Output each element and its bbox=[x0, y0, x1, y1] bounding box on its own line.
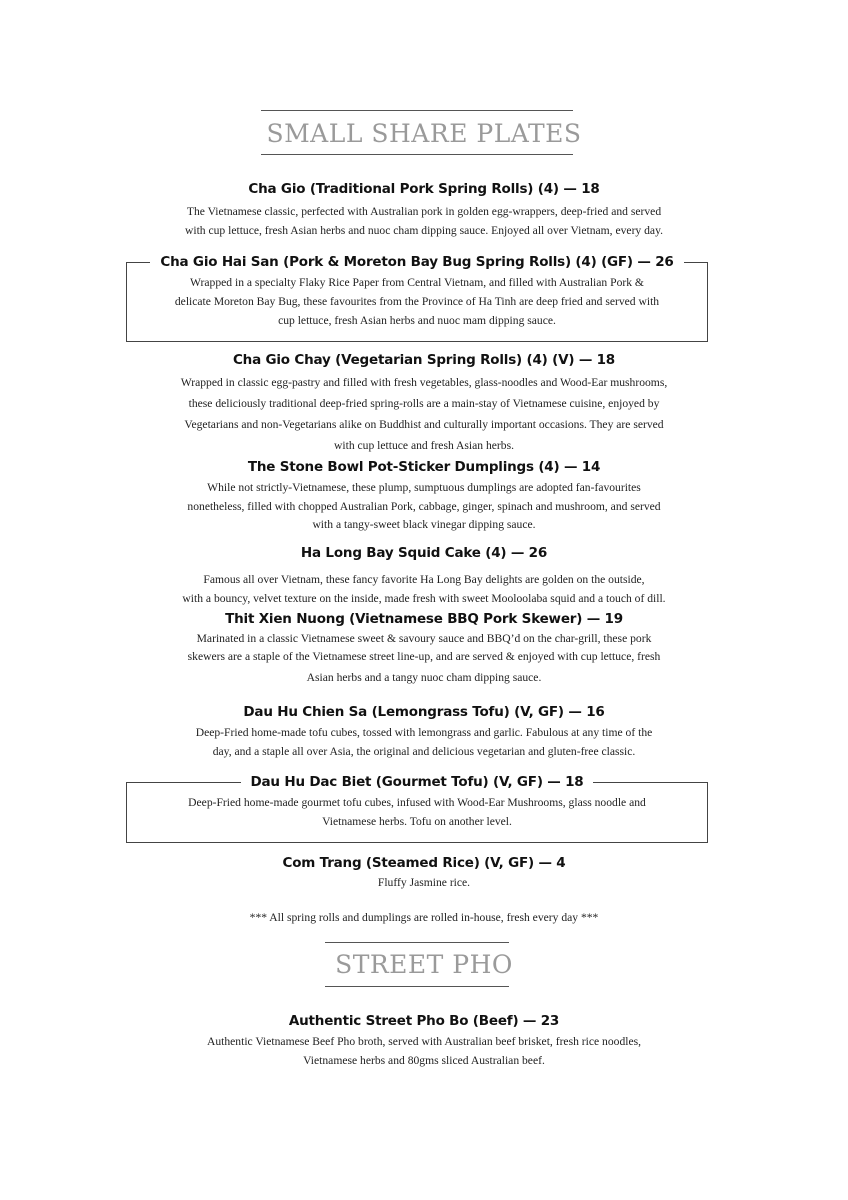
heading-top-rule bbox=[325, 942, 509, 943]
menu-item bbox=[0, 855, 848, 893]
menu-item-description: Deep-Fried home-made gourmet tofu cubes, infused with Wood-Ear Mushrooms, glass noodle and Vietnamese herbs. Tofu on another level. bbox=[188, 796, 646, 828]
menu-item-description: The Vietnamese classic, perfected with Australian pork in golden egg-wrappers, deep-fried and served with cup lettuce, fresh Asian herbs and nuoc cham dipping sauce. Enjoyed all over Vietnam, every day. bbox=[184, 205, 664, 237]
menu-item-name: Cha Gio Chay (Vegetarian Spring Rolls) (4) (V) — 18 bbox=[232, 352, 616, 368]
section-title: SMALL SHARE PLATES bbox=[266, 119, 582, 148]
heading-top-rule bbox=[261, 110, 573, 111]
menu-item-description: Fluffy Jasmine rice. bbox=[377, 876, 471, 889]
menu-item-featured-box bbox=[126, 254, 708, 342]
menu-item-description: While not strictly-Vietnamese, these plump, sumptuous dumplings are adopted fan-favourites nonetheless, filled with chopped Australian Pork, cabbage, ginger, spinach and mushroom, and served with a tangy-sweet black vinegar dipping sauce. bbox=[187, 481, 661, 532]
menu-item bbox=[0, 611, 848, 687]
menu-item-name: The Stone Bowl Pot-Sticker Dumplings (4) — 14 bbox=[247, 459, 601, 475]
menu-item bbox=[0, 1013, 848, 1070]
menu-item-name: Thit Xien Nuong (Vietnamese BBQ Pork Skewer) — 19 bbox=[225, 611, 623, 627]
menu-item bbox=[0, 352, 848, 456]
heading-bottom-rule bbox=[325, 986, 509, 987]
menu-item bbox=[0, 545, 848, 608]
menu-item-name: Dau Hu Dac Biet (Gourmet Tofu) (V, GF) — 18 bbox=[241, 774, 594, 790]
menu-item-name: Com Trang (Steamed Rice) (V, GF) — 4 bbox=[282, 855, 566, 871]
section-title: STREET PHO bbox=[335, 950, 513, 979]
menu-item-description: Deep-Fried home-made tofu cubes, tossed with lemongrass and garlic. Fabulous at any time of the day, and a staple all over Asia, the original and delicious vegetarian and gluten-free classic. bbox=[195, 726, 653, 758]
menu-item-description: Authentic Vietnamese Beef Pho broth, served with Australian beef brisket, fresh rice noodles, Vietnamese herbs and 80gms sliced Australian beef. bbox=[206, 1035, 642, 1067]
menu-item bbox=[0, 181, 848, 240]
menu-item-description: Marinated in a classic Vietnamese sweet & savoury sauce and BBQ’d on the char-grill, these pork skewers are a staple of the Vietnamese street line-up, and are served & enjoyed with cup lettuce, fresh Asian herbs and a tangy nuoc cham dipping sauce. bbox=[187, 632, 661, 684]
menu-item-featured-box bbox=[126, 774, 708, 843]
section-heading-street-pho bbox=[0, 940, 848, 990]
menu-item-name: Cha Gio Hai San (Pork & Moreton Bay Bug Spring Rolls) (4) (GF) — 26 bbox=[150, 254, 683, 270]
menu-item-description: Wrapped in classic egg-pastry and filled with fresh vegetables, glass-noodles and Wood-Ear mushrooms, these deliciously traditional deep-fried spring-rolls are a main-stay of Vietnamese cuisine, enjoyed by Vegetarians and non-Vegetarians alike on Buddhist and culturally important occasions. They are served with cup lettuce and fresh Asian herbs. bbox=[180, 376, 668, 452]
menu-item-name: Cha Gio (Traditional Pork Spring Rolls) (4) — 18 bbox=[248, 181, 600, 197]
menu-item bbox=[0, 704, 848, 761]
section-heading-small-share-plates bbox=[0, 108, 848, 158]
heading-bottom-rule bbox=[261, 154, 573, 155]
menu-item bbox=[0, 459, 848, 535]
menu-item-name: Ha Long Bay Squid Cake (4) — 26 bbox=[300, 545, 548, 561]
menu-item-name: Authentic Street Pho Bo (Beef) — 23 bbox=[288, 1013, 560, 1029]
menu-item-description: Wrapped in a specialty Flaky Rice Paper from Central Vietnam, and filled with Australian Pork & delicate Moreton Bay Bug, these favourites from the Province of Ha Tinh are deep fried and served with cup lettuce, fresh Asian herbs and nuoc mam dipping sauce. bbox=[174, 276, 660, 327]
menu-item-description: Famous all over Vietnam, these fancy favorite Ha Long Bay delights are golden on the outside, with a bouncy, velvet texture on the inside, made fresh with sweet Mooloolaba squid and a touch of dill. bbox=[182, 573, 666, 605]
menu-item-name: Dau Hu Chien Sa (Lemongrass Tofu) (V, GF) — 16 bbox=[243, 704, 605, 720]
footnote: *** All spring rolls and dumplings are rolled in-house, fresh every day *** bbox=[249, 911, 599, 924]
